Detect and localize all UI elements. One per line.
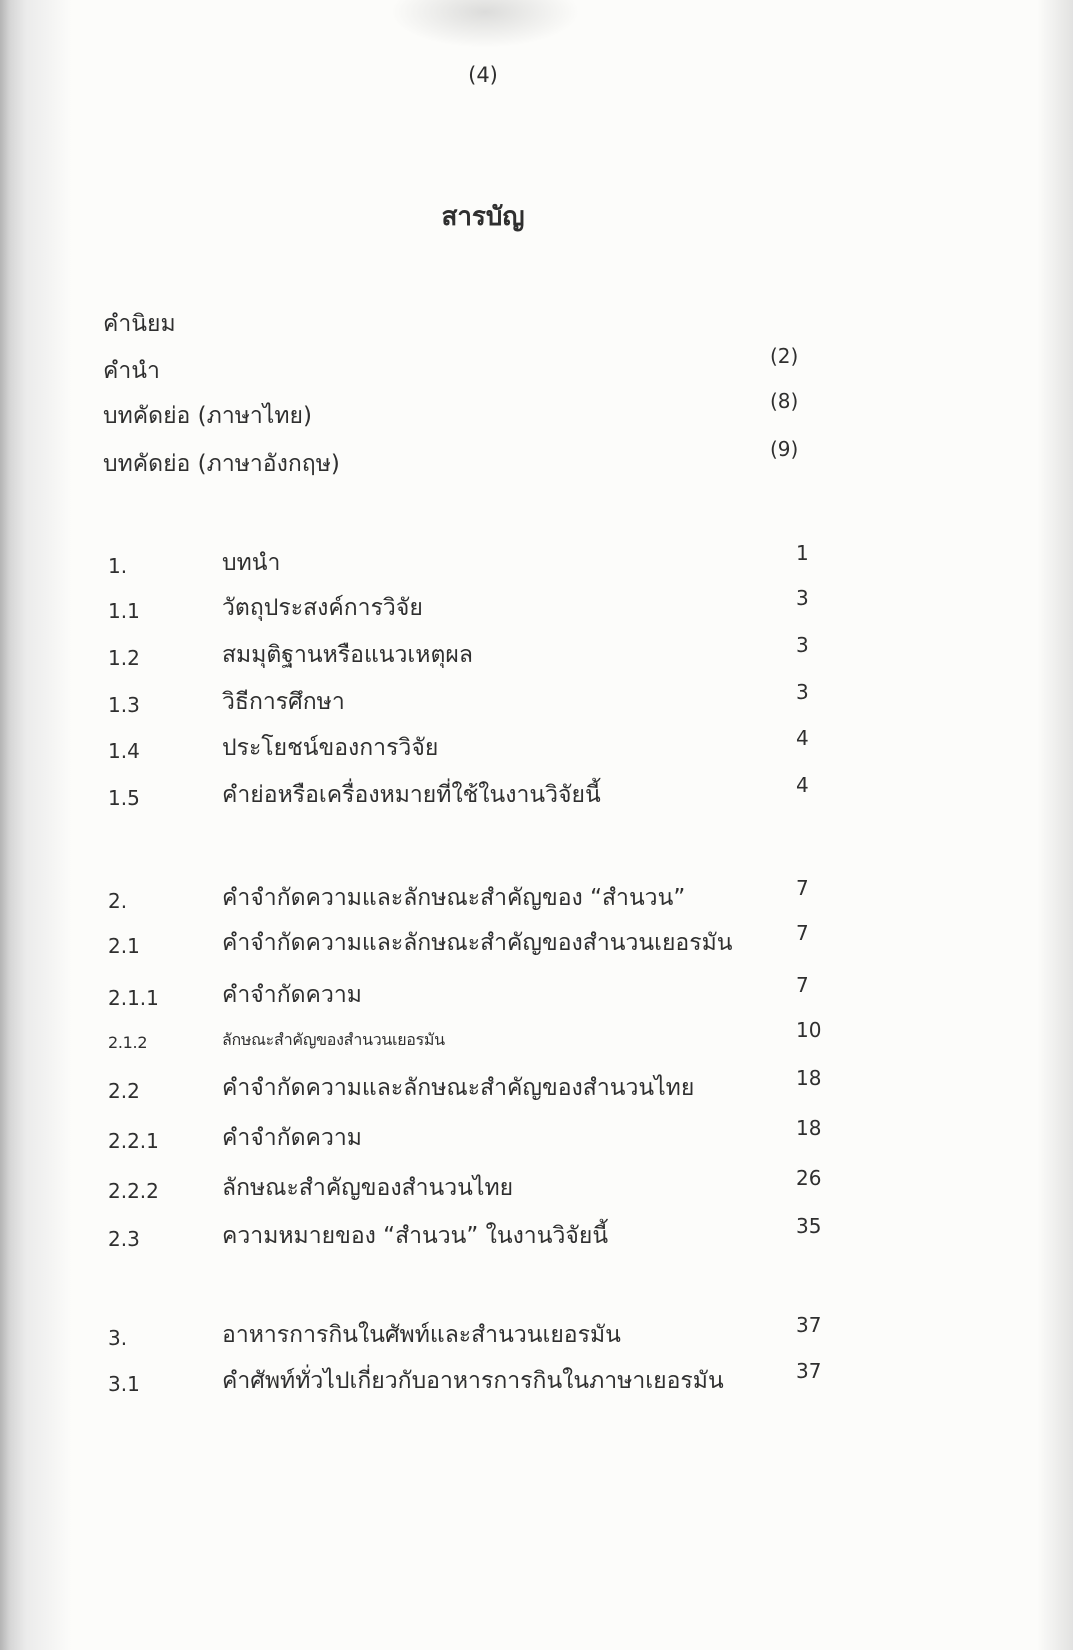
section-title: คำจำกัดความและลักษณะสำคัญของสำนวนเยอรมัน — [222, 930, 733, 956]
section-number: 2. — [108, 889, 128, 913]
section-title: คำจำกัดความ — [222, 1125, 362, 1151]
section-title: วิธีการศึกษา — [222, 689, 345, 715]
page-number-label: (4) — [468, 63, 498, 87]
toc-entry — [0, 1116, 1073, 1157]
section-title: คำศัพท์ทั่วไปเกี่ยวกับอาหารการกินในภาษาเยอรมัน — [222, 1368, 724, 1394]
entry-page-number: (9) — [770, 437, 799, 461]
section-title: อาหารการกินในศัพท์และสำนวนเยอรมัน — [222, 1322, 621, 1348]
entry-page-number: 1 — [796, 541, 809, 565]
toc-entry — [0, 921, 1073, 962]
entry-page-number: 18 — [796, 1116, 822, 1140]
section-number: 1. — [108, 554, 128, 578]
page-edge-shadow — [1037, 0, 1073, 1650]
section-title: ประโยชน์ของการวิจัย — [222, 735, 439, 761]
page-binding-shadow — [0, 0, 72, 1650]
section-number: 2.2.1 — [108, 1129, 159, 1153]
entry-title: คำนิยม — [103, 311, 176, 337]
toc-entry — [0, 1066, 1073, 1107]
toc-entry — [0, 680, 1073, 721]
entry-page-number: 35 — [796, 1214, 822, 1238]
entry-page-number: 7 — [796, 973, 809, 997]
entry-page-number: 4 — [796, 726, 809, 750]
section-title: คำจำกัดความและลักษณะสำคัญของสำนวนไทย — [222, 1075, 695, 1101]
section-number: 3.1 — [108, 1372, 140, 1396]
page-title: สารบัญ — [441, 202, 525, 232]
toc-entry — [0, 1214, 1073, 1255]
section-title: ลักษณะสำคัญของสำนวนเยอรมัน — [222, 1030, 445, 1049]
entry-page-number: (2) — [770, 344, 799, 368]
toc-entry — [0, 1018, 1073, 1059]
section-number: 1.1 — [108, 599, 140, 623]
entry-page-number: 4 — [796, 773, 809, 797]
section-number: 2.1.2 — [108, 1033, 148, 1052]
toc-entry — [0, 773, 1073, 814]
entry-page-number: 37 — [796, 1313, 822, 1337]
entry-page-number: 7 — [796, 921, 809, 945]
toc-entry — [0, 876, 1073, 917]
section-number: 2.2.2 — [108, 1179, 159, 1203]
section-number: 3. — [108, 1326, 128, 1350]
section-title: คำย่อหรือเครื่องหมายที่ใช้ในงานวิจัยนี้ — [222, 782, 601, 808]
entry-title: บทคัดย่อ (ภาษาอังกฤษ) — [103, 451, 340, 477]
section-title: ความหมายของ “สำนวน” ในงานวิจัยนี้ — [222, 1223, 609, 1249]
toc-entry — [0, 1359, 1073, 1400]
entry-title: คำนำ — [103, 358, 160, 384]
section-number: 2.1.1 — [108, 986, 159, 1010]
toc-entry — [0, 308, 1073, 340]
toc-entry — [0, 1166, 1073, 1207]
section-number: 1.5 — [108, 786, 140, 810]
entry-page-number: 3 — [796, 680, 809, 704]
section-number: 1.4 — [108, 739, 140, 763]
section-title: วัตถุประสงค์การวิจัย — [222, 595, 423, 621]
entry-title: บทคัดย่อ (ภาษาไทย) — [103, 403, 312, 429]
toc-entry — [0, 973, 1073, 1014]
toc-entry — [0, 389, 1073, 432]
section-number: 2.2 — [108, 1079, 140, 1103]
entry-page-number: 10 — [796, 1018, 822, 1042]
section-title: สมมุติฐานหรือแนวเหตุผล — [222, 642, 473, 668]
entry-page-number: 3 — [796, 633, 809, 657]
toc-entry — [0, 437, 1073, 480]
section-title: ลักษณะสำคัญของสำนวนไทย — [222, 1175, 514, 1201]
section-number: 2.1 — [108, 934, 140, 958]
section-title: คำจำกัดความและลักษณะสำคัญของ “สำนวน” — [222, 885, 686, 911]
scan-smudge — [390, 0, 580, 48]
section-number: 1.2 — [108, 646, 140, 670]
entry-page-number: 37 — [796, 1359, 822, 1383]
section-number: 2.3 — [108, 1227, 140, 1251]
entry-page-number: 3 — [796, 586, 809, 610]
entry-page-number: (8) — [770, 389, 799, 413]
toc-entry — [0, 1313, 1073, 1354]
entry-page-number: 7 — [796, 876, 809, 900]
toc-entry — [0, 344, 1073, 387]
entry-page-number: 18 — [796, 1066, 822, 1090]
toc-entry — [0, 541, 1073, 582]
section-title: คำจำกัดความ — [222, 982, 362, 1008]
section-number: 1.3 — [108, 693, 140, 717]
section-title: บทนำ — [222, 550, 281, 576]
entry-page-number: 26 — [796, 1166, 822, 1190]
toc-entry — [0, 726, 1073, 767]
toc-entry — [0, 586, 1073, 627]
toc-entry — [0, 633, 1073, 674]
